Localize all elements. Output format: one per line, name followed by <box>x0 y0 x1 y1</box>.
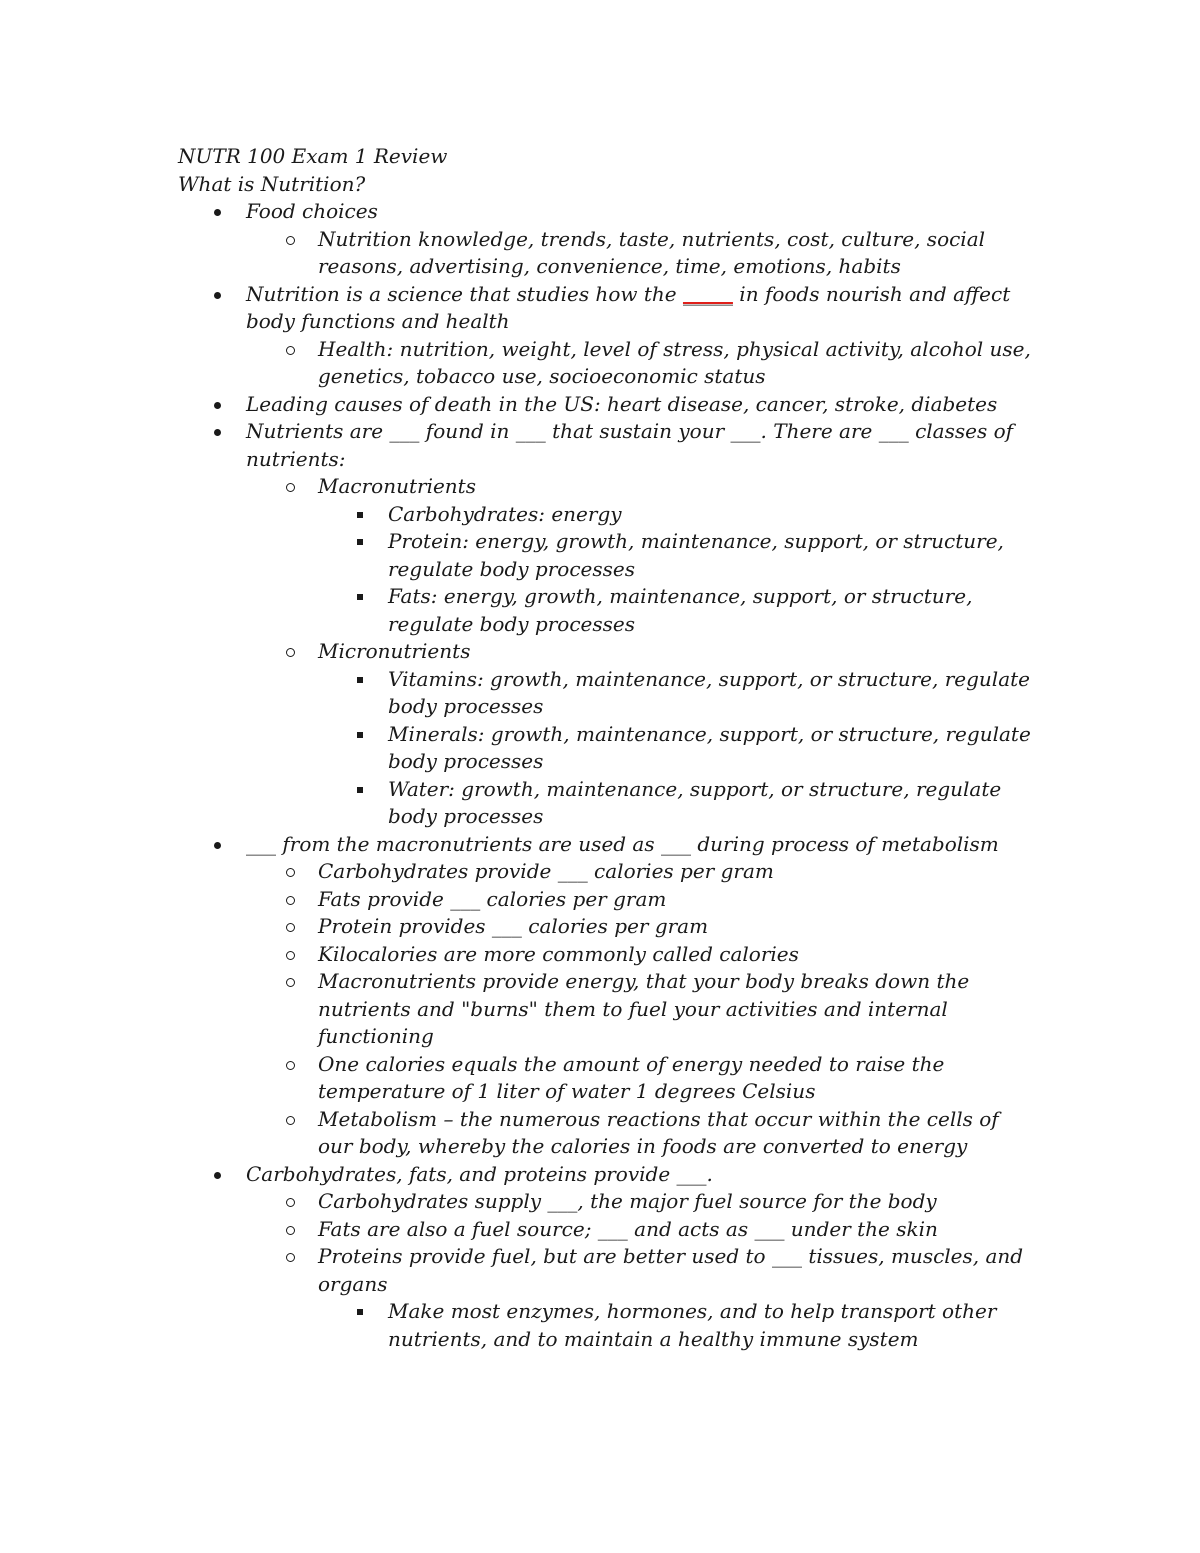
list-item <box>318 501 1038 529</box>
square-bullet-icon <box>357 1309 363 1315</box>
circle-bullet-icon <box>286 1198 295 1207</box>
list-item <box>318 666 1038 721</box>
list-item <box>246 1216 1038 1244</box>
list-item <box>318 528 1038 583</box>
outline-list <box>178 198 1038 1353</box>
list-item <box>246 968 1038 1051</box>
list-item-text: Metabolism – the numerous reactions that occur within the cells of our body, whereby the calories in foods are converted to energy <box>318 1106 999 1158</box>
list-item-text: Carbohydrates, fats, and proteins provide ___. <box>246 1161 713 1186</box>
circle-bullet-icon <box>286 483 295 492</box>
document-body <box>178 143 1038 1353</box>
list-item <box>246 913 1038 941</box>
section-heading: What is Nutrition? <box>178 171 366 196</box>
circle-bullet-icon <box>286 346 295 355</box>
list-item-text: Proteins provide fuel, but are better used to ___ tissues, muscles, and organs <box>318 1244 1024 1296</box>
list-item <box>318 1298 1038 1353</box>
list-item-text: Macronutrients <box>318 474 476 498</box>
list-item-text: Food choices <box>246 199 378 223</box>
square-bullet-icon <box>357 594 363 600</box>
circle-bullet-icon <box>286 1061 295 1070</box>
list-item-text: Health: nutrition, weight, level of stress, physical activity, alcohol use, genetics, tobacco use, socioeconomic status <box>318 336 1031 388</box>
circle-bullet-icon <box>286 923 295 932</box>
bullet-icon <box>214 402 221 409</box>
list-item <box>246 941 1038 969</box>
list-item <box>246 336 1038 391</box>
circle-bullet-icon <box>286 951 295 960</box>
square-bullet-icon <box>357 539 363 545</box>
list-item-text: Micronutrients <box>318 639 471 663</box>
list-item-text: Carbohydrates provide ___ calories per gram <box>318 859 774 883</box>
list-item <box>178 831 1038 1161</box>
circle-bullet-icon <box>286 236 295 245</box>
circle-bullet-icon <box>286 868 295 877</box>
list-item-text: in foods nourish and affect body functions and health <box>246 281 1011 333</box>
bullet-icon <box>214 842 221 849</box>
list-item-text: One calories equals the amount of energy needed to raise the temperature of 1 liter of water 1 degrees Celsius <box>318 1051 945 1103</box>
circle-bullet-icon <box>286 978 295 987</box>
square-bullet-icon <box>357 787 363 793</box>
list-item <box>246 638 1038 831</box>
list-item <box>318 583 1038 638</box>
circle-bullet-icon <box>286 1116 295 1125</box>
list-item <box>178 1161 1038 1354</box>
list-item-text: Kilocalories are more commonly called calories <box>318 941 799 966</box>
list-item <box>246 226 1038 281</box>
list-item-text: ___ from the macronutrients are used as ___ during process of metabolism <box>246 831 999 856</box>
square-bullet-icon <box>357 732 363 738</box>
list-item <box>246 473 1038 638</box>
list-item-text: Fats: energy, growth, maintenance, support, or structure, regulate body processes <box>388 584 973 636</box>
list-item-text: Protein: energy, growth, maintenance, support, or structure, regulate body processes <box>388 529 1004 581</box>
list-item-text: Make most enzymes, hormones, and to help transport other nutrients, and to maintain a healthy immune system <box>388 1299 997 1351</box>
list-item <box>246 886 1038 914</box>
list-item <box>178 198 1038 281</box>
list-item-text: Nutrition is a science that studies how the <box>246 281 683 306</box>
blank-spellcheck: _____ <box>682 281 733 306</box>
bullet-icon <box>214 429 221 436</box>
list-item-text: Fats provide ___ calories per gram <box>318 886 667 911</box>
list-item-text: Carbohydrates: energy <box>388 501 622 526</box>
bullet-icon <box>214 209 221 216</box>
list-item-text: Minerals: growth, maintenance, support, or structure, regulate body processes <box>388 721 1031 773</box>
list-item <box>318 776 1038 831</box>
document-title: NUTR 100 Exam 1 Review <box>178 144 448 168</box>
circle-bullet-icon <box>286 648 295 657</box>
circle-bullet-icon <box>286 1253 295 1262</box>
list-item-text: Protein provides ___ calories per gram <box>318 914 709 938</box>
list-item-text: Vitamins: growth, maintenance, support, or structure, regulate body processes <box>388 666 1030 718</box>
list-item <box>178 391 1038 419</box>
square-bullet-icon <box>357 677 363 683</box>
list-item-text: Leading causes of death in the US: heart disease, cancer, stroke, diabetes <box>246 391 998 416</box>
list-item <box>246 1106 1038 1161</box>
list-item-text: Nutrition knowledge, trends, taste, nutrients, cost, culture, social reasons, advertising, convenience, time, emotions, habits <box>318 226 986 278</box>
list-item-text: Macronutrients provide energy, that your body breaks down the nutrients and "burns" them to fuel your activities and internal functioning <box>318 969 970 1048</box>
bullet-icon <box>214 1172 221 1179</box>
list-item <box>178 418 1038 831</box>
list-item <box>246 1051 1038 1106</box>
list-item <box>318 721 1038 776</box>
list-item <box>178 281 1038 391</box>
circle-bullet-icon <box>286 1226 295 1235</box>
list-item <box>246 858 1038 886</box>
list-item-text: Fats are also a fuel source; ___ and acts as ___ under the skin <box>318 1216 938 1241</box>
list-item <box>246 1243 1038 1353</box>
square-bullet-icon <box>357 512 363 518</box>
list-item-text: Water: growth, maintenance, support, or structure, regulate body processes <box>388 776 1002 828</box>
bullet-icon <box>214 292 221 299</box>
circle-bullet-icon <box>286 896 295 905</box>
list-item-text: Carbohydrates supply ___, the major fuel source for the body <box>318 1189 937 1213</box>
list-item-text: Nutrients are ___ found in ___ that sustain your ___. There are ___ classes of nutrients: <box>246 419 1014 471</box>
list-item <box>246 1188 1038 1216</box>
